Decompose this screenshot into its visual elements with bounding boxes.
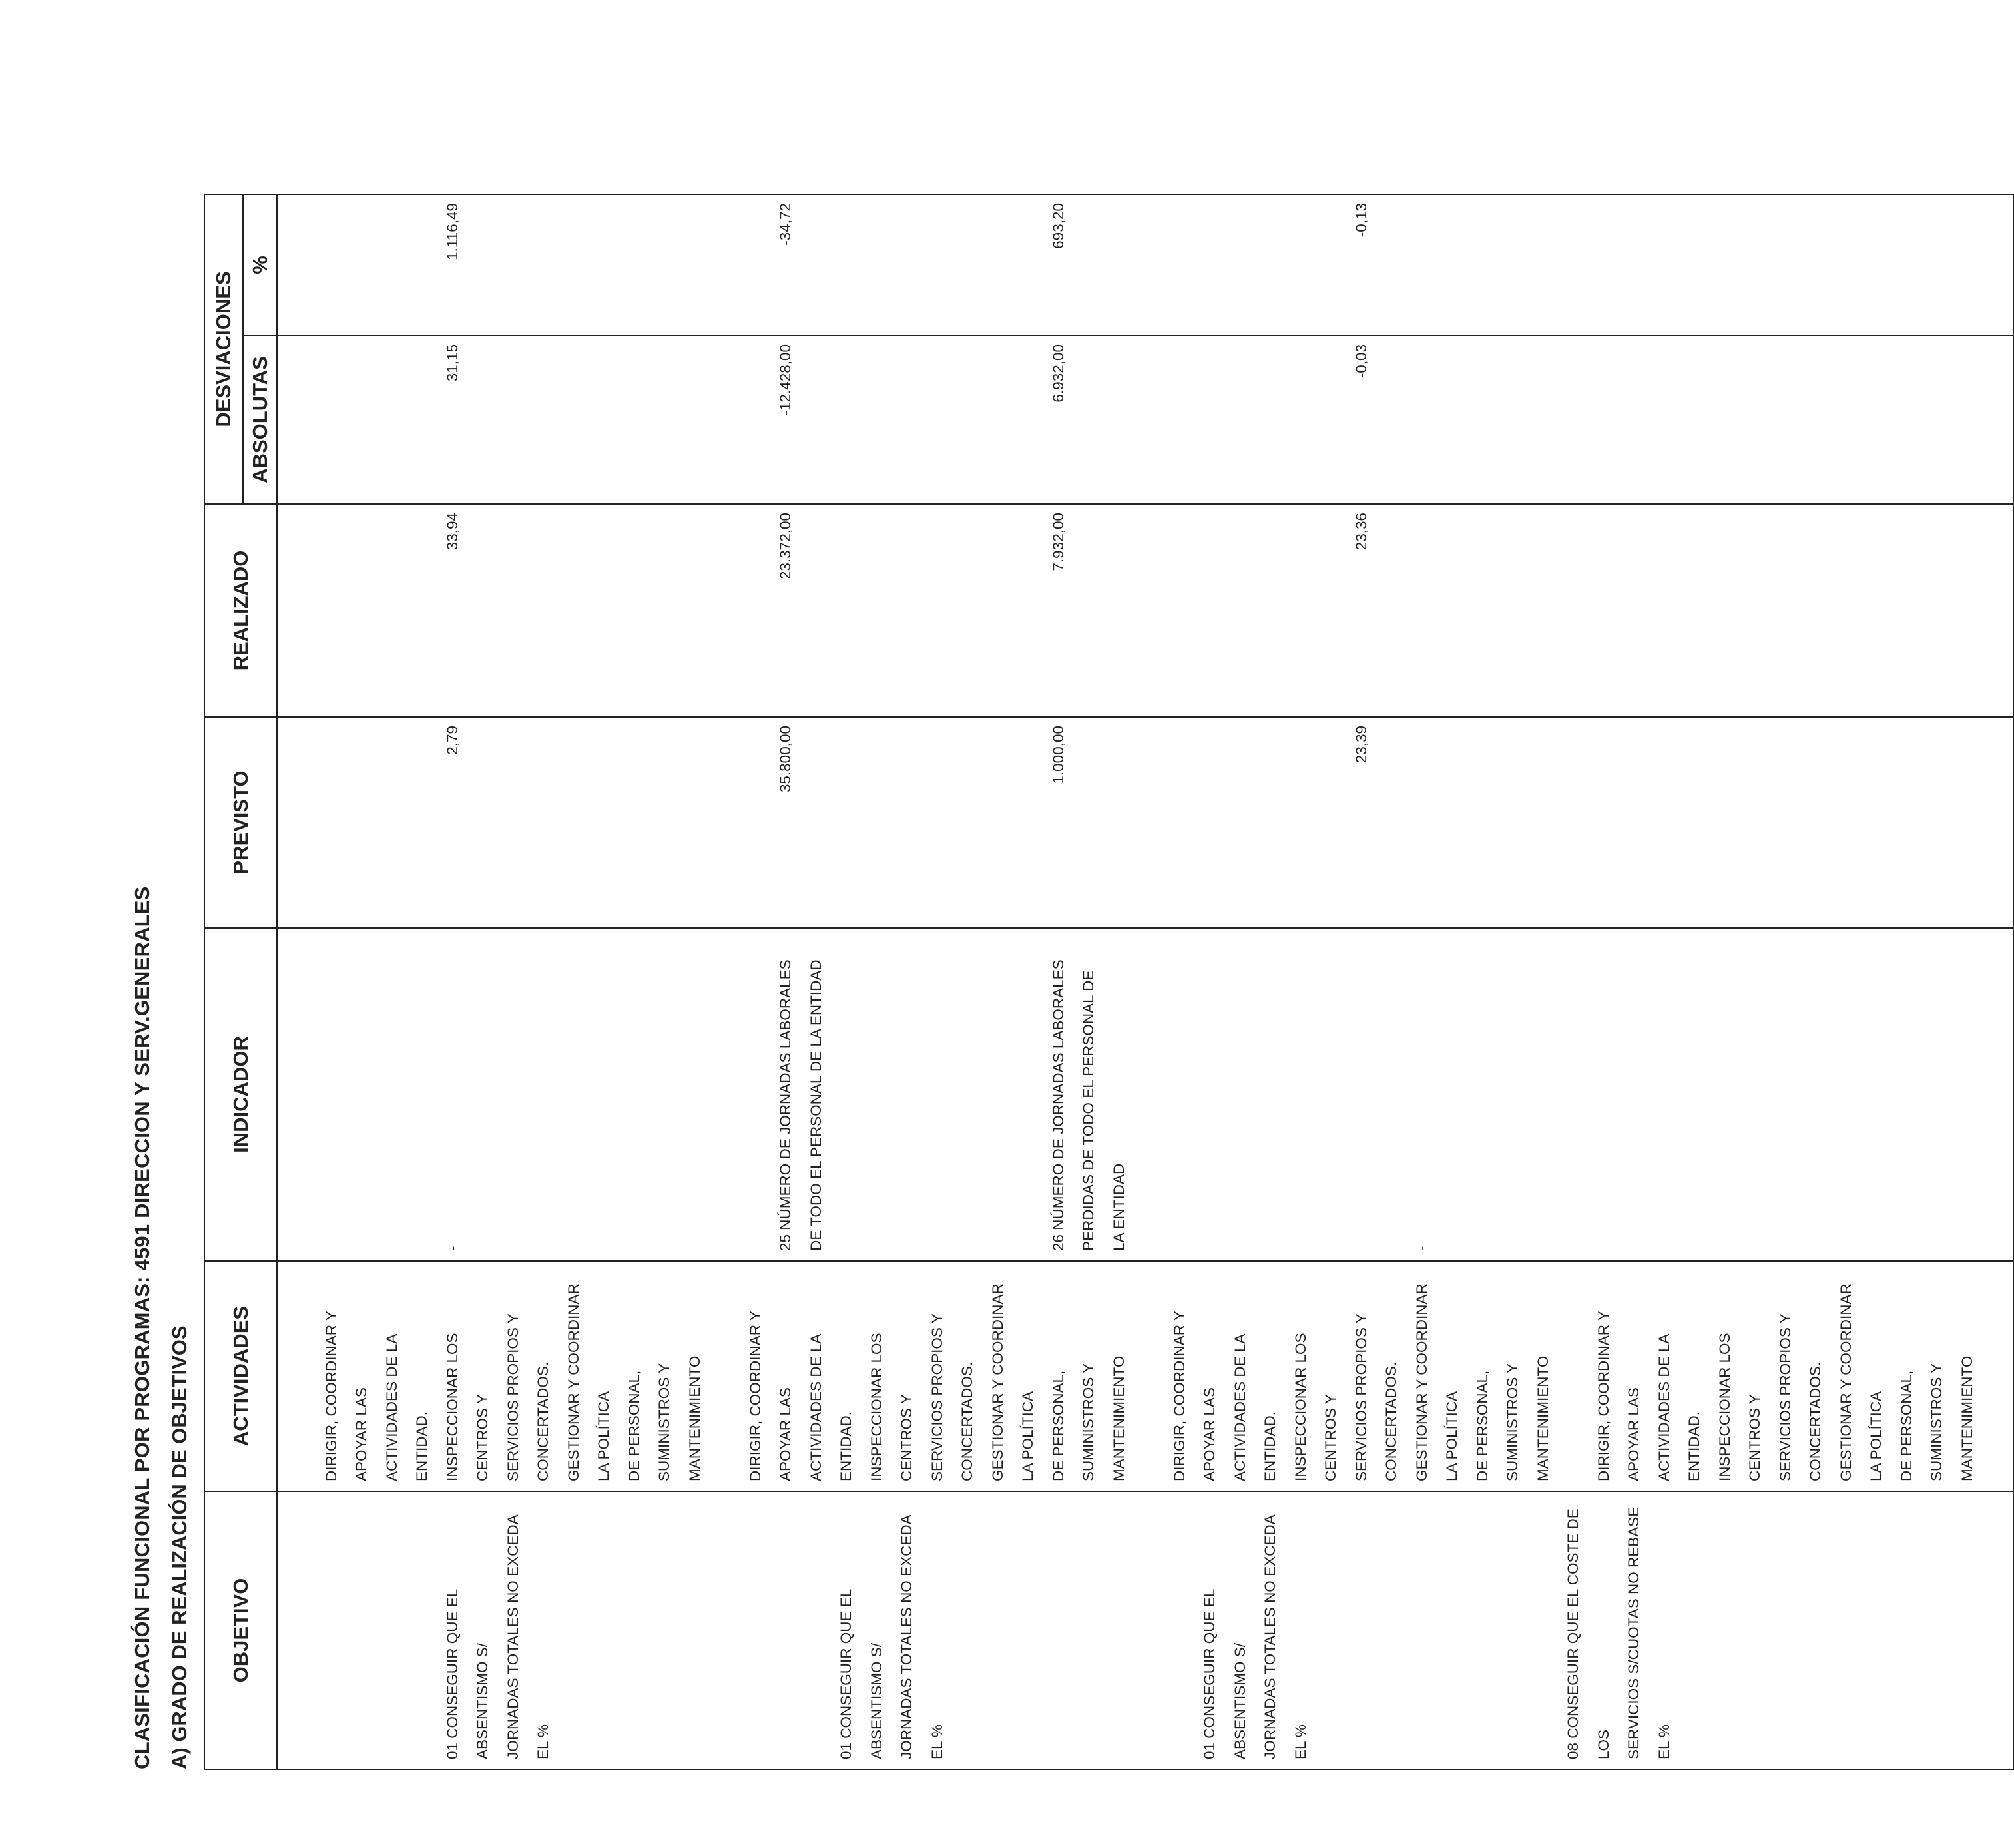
porcentaje-cell: 693,20: [1049, 203, 1067, 249]
page-title: CLASIFICACIÓN FUNCIONAL POR PROGRAMAS: 4591 DIRECCION Y SERV.GENERALES: [130, 886, 154, 1769]
objetivo-cell: 01 CONSEGUIR QUE EL ABSENTISMO S/ JORNADAS TOTALES NO EXCEDA EL %: [1201, 1515, 1309, 1759]
objetivo-column: [277, 1491, 2013, 1769]
realizado-column: [277, 504, 2013, 717]
porcentaje-column: [277, 194, 2013, 336]
objetivo-cell: 01 CONSEGUIR QUE EL ABSENTISMO S/ JORNADAS TOTALES NO EXCEDA EL %: [838, 1515, 945, 1759]
porcentaje-cell: -34,72: [777, 203, 794, 246]
absolutas-cell: 31,15: [443, 344, 461, 382]
indicador-cell: 25 NÚMERO DE JORNADAS LABORALES DE TODO EL PERSONAL DE LA ENTIDAD: [777, 959, 824, 1251]
actividades-cell: DIRIGIR, COORDINAR Y APOYAR LAS ACTIVIDADES DE LA ENTIDAD. INSPECCIONAR LOS CENTROS Y SERVICIOS PROPIOS Y CONCERTADOS. GESTIONAR Y COORDINAR LA POLÍTICA DE PERSONAL, SUMINISTROS Y MANTENIMIENTO: [746, 1283, 1127, 1481]
porcentaje-cell: 1.116,49: [443, 203, 461, 260]
header-indicador: INDICADOR: [204, 928, 277, 1261]
objetivo-cell: 01 CONSEGUIR QUE EL ABSENTISMO S/ JORNADAS TOTALES NO EXCEDA EL %: [443, 1515, 551, 1759]
objectives-table: [204, 194, 2014, 1770]
header-desviaciones: DESVIACIONES: [204, 194, 243, 504]
absolutas-cell: 6.932,00: [1049, 344, 1067, 403]
previsto-cell: 1.000,00: [1049, 726, 1067, 784]
previsto-column: [277, 717, 2013, 928]
realizado-cell: 33,94: [443, 513, 461, 551]
actividades-cell: DIRIGIR, COORDINAR Y APOYAR LAS ACTIVIDADES DE LA ENTIDAD. INSPECCIONAR LOS CENTROS Y SERVICIOS PROPIOS Y CONCERTADOS. GESTIONAR Y COORDINAR LA POLÍTICA DE PERSONAL, SUMINISTROS Y MANTENIMIENTO: [1170, 1283, 1551, 1481]
header-absolutas: ABSOLUTAS: [243, 336, 277, 504]
objetivo-cell: 08 CONSEGUIR QUE EL COSTE DE LOS SERVICIOS S/CUOTAS NO REBASE EL %: [1565, 1506, 1672, 1759]
section-subtitle: A) GRADO DE REALIZACIÓN DE OBJETIVOS: [168, 1325, 191, 1769]
porcentaje-cell: -0,13: [1352, 203, 1370, 238]
actividades-cell: DIRIGIR, COORDINAR Y APOYAR LAS ACTIVIDADES DE LA ENTIDAD. INSPECCIONAR LOS CENTROS Y SERVICIOS PROPIOS Y CONCERTADOS. GESTIONAR Y COORDINAR LA POLÍTICA DE PERSONAL, SUMINISTROS Y MANTENIMIENTO: [322, 1283, 703, 1481]
indicador-column: [277, 928, 2013, 1261]
actividades-cell: DIRIGIR, COORDINAR Y APOYAR LAS ACTIVIDADES DE LA ENTIDAD. INSPECCIONAR LOS CENTROS Y SERVICIOS PROPIOS Y CONCERTADOS. GESTIONAR Y COORDINAR LA POLÍTICA DE PERSONAL, SUMINISTROS Y MANTENIMIENTO: [1595, 1283, 1975, 1481]
actividades-column: [277, 1261, 2013, 1491]
realizado-cell: 23,36: [1352, 513, 1370, 551]
previsto-cell: 2,79: [443, 726, 461, 755]
realizado-cell: 23.372,00: [777, 513, 794, 580]
header-realizado: REALIZADO: [204, 504, 277, 717]
indicador-cell: -: [1413, 1246, 1430, 1251]
header-porcentaje: %: [243, 194, 277, 336]
absolutas-column: [277, 336, 2013, 504]
header-objetivo: OBJETIVO: [204, 1491, 277, 1769]
previsto-cell: 23,39: [1352, 726, 1370, 764]
table-body-row: [277, 194, 2013, 1769]
header-previsto: PREVISTO: [204, 717, 277, 928]
absolutas-cell: -0,03: [1352, 344, 1370, 379]
indicador-cell: -: [443, 1246, 461, 1251]
indicador-cell: 26 NÚMERO DE JORNADAS LABORALES PERDIDAS DE TODO EL PERSONAL DE LA ENTIDAD: [1049, 959, 1127, 1251]
realizado-cell: 7.932,00: [1049, 513, 1067, 571]
header-actividades: ACTIVIDADES: [204, 1261, 277, 1491]
absolutas-cell: -12.428,00: [777, 344, 794, 416]
previsto-cell: 35.800,00: [777, 726, 794, 793]
